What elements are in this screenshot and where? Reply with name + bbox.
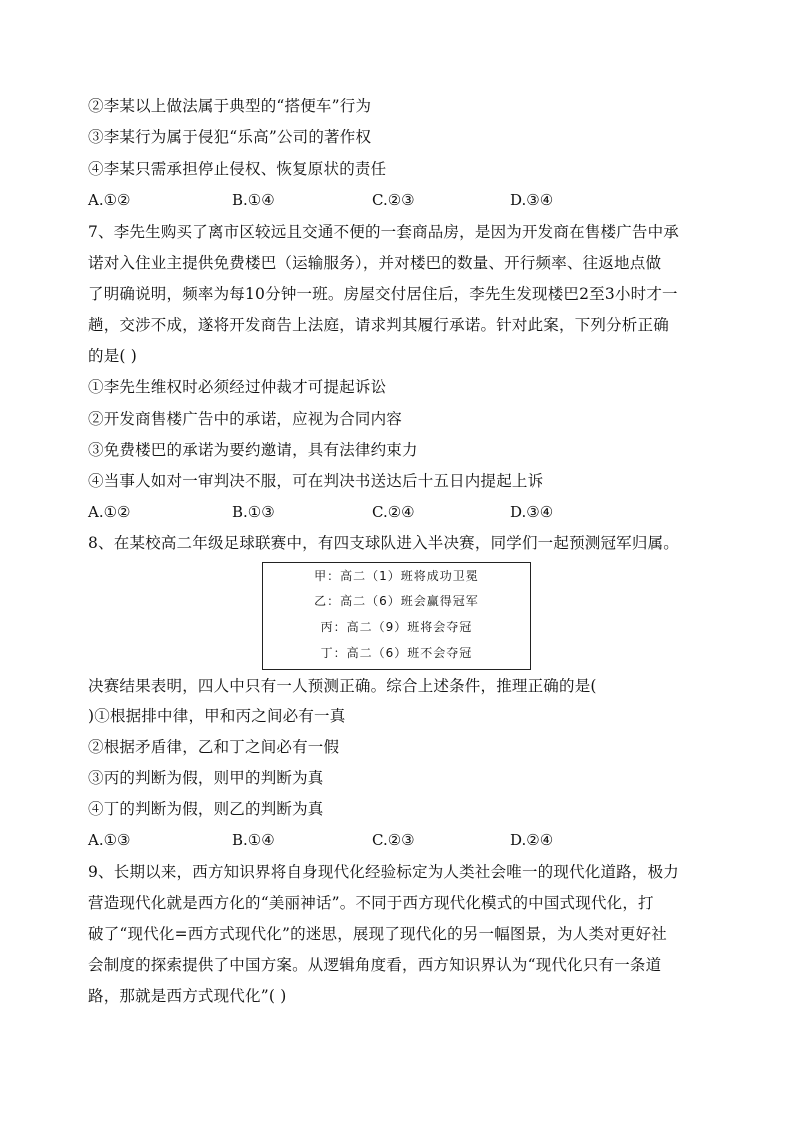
q6-item-3: ③李某行为属于侵犯“乐高”公司的著作权 (88, 128, 372, 146)
q7-stem-line-4: 趟，交涉不成，遂将开发商告上法庭，请求判其履行承诺。针对此案，下列分析正确 (88, 316, 669, 334)
q6-option-a: A.①② (88, 191, 131, 209)
q9-stem-line-5: 路，那就是西方式现代化”( ) (88, 987, 287, 1005)
q8-after-line-1: 决赛结果表明，四人中只有一人预测正确。综合上述条件，推理正确的是( (88, 677, 597, 695)
q7-item-4: ④当事人如对一审判决不服，可在判决书送达后十五日内提起上诉 (88, 472, 544, 490)
q6-option-d: D.③④ (510, 191, 554, 209)
q9-stem-line-2: 营造现代化就是西方化的“美丽神话”。不同于西方现代化模式的中国式现代化，打 (88, 894, 654, 912)
q8-item-2: ②根据矛盾律，乙和丁之间必有一假 (88, 738, 340, 756)
q7-item-3: ③免费楼巴的承诺为要约邀请，具有法律约束力 (88, 441, 418, 459)
q8-item-3: ③丙的判断为假，则甲的判断为真 (88, 769, 324, 787)
prediction-ding: 丁：高二（6）班不会夺冠 (320, 646, 473, 660)
prediction-box (262, 562, 531, 670)
q8-options (88, 830, 708, 850)
q7-stem-line-1: 7、李先生购买了离市区较远且交通不便的一套商品房，是因为开发商在售楼广告中承 (88, 223, 679, 241)
q6-item-4: ④李某只需承担停止侵权、恢复原状的责任 (88, 160, 387, 178)
q8-option-b: B.①④ (232, 831, 275, 849)
q7-stem-line-3: 了明确说明，频率为每10分钟一班。房屋交付居住后，李先生发现楼巴2至3小时才一 (88, 285, 678, 303)
q9-stem-line-4: 会制度的探索提供了中国方案。从逻辑角度看，西方知识界认为“现代化只有一条道 (88, 956, 662, 974)
prediction-bing: 丙：高二（9）班将会夺冠 (320, 620, 473, 634)
q7-item-2: ②开发商售楼广告中的承诺，应视为合同内容 (88, 410, 403, 428)
q7-stem-line-2: 诺对入住业主提供免费楼巴（运输服务），并对楼巴的数量、开行频率、往返地点做 (88, 254, 662, 272)
q6-option-c: C.②③ (372, 191, 415, 209)
q8-option-d: D.②④ (510, 831, 554, 849)
q7-option-b: B.①③ (232, 503, 275, 521)
prediction-jia: 甲：高二（1）班将成功卫冕 (314, 569, 479, 583)
q7-options (88, 502, 708, 522)
q8-item-4: ④丁的判断为假，则乙的判断为真 (88, 800, 324, 818)
q6-option-b: B.①④ (232, 191, 275, 209)
q6-options (88, 190, 708, 210)
q7-item-1: ①李先生维权时必须经过仲裁才可提起诉讼 (88, 378, 387, 396)
q8-option-a: A.①③ (88, 831, 131, 849)
q9-stem-line-3: 破了“现代化=西方式现代化”的迷思，展现了现代化的另一幅图景，为人类对更好社 (88, 925, 667, 943)
q9-stem-line-1: 9、长期以来，西方知识界将自身现代化经验标定为人类社会唯一的现代化道路，极力 (88, 863, 679, 881)
q7-option-a: A.①② (88, 503, 131, 521)
q8-after-line-2: )①根据排中律，甲和丙之间必有一真 (88, 707, 346, 725)
q7-stem-line-5: 的是( ) (88, 347, 138, 365)
prediction-yi: 乙：高二（6）班会赢得冠军 (314, 594, 479, 608)
q7-option-c: C.②④ (372, 503, 415, 521)
q8-option-c: C.②③ (372, 831, 415, 849)
q7-option-d: D.③④ (510, 503, 554, 521)
q6-item-2: ②李某以上做法属于典型的“搭便车”行为 (88, 97, 372, 115)
q8-stem-line: 8、在某校高二年级足球联赛中，有四支球队进入半决赛，同学们一起预测冠军归属。 (88, 534, 679, 552)
